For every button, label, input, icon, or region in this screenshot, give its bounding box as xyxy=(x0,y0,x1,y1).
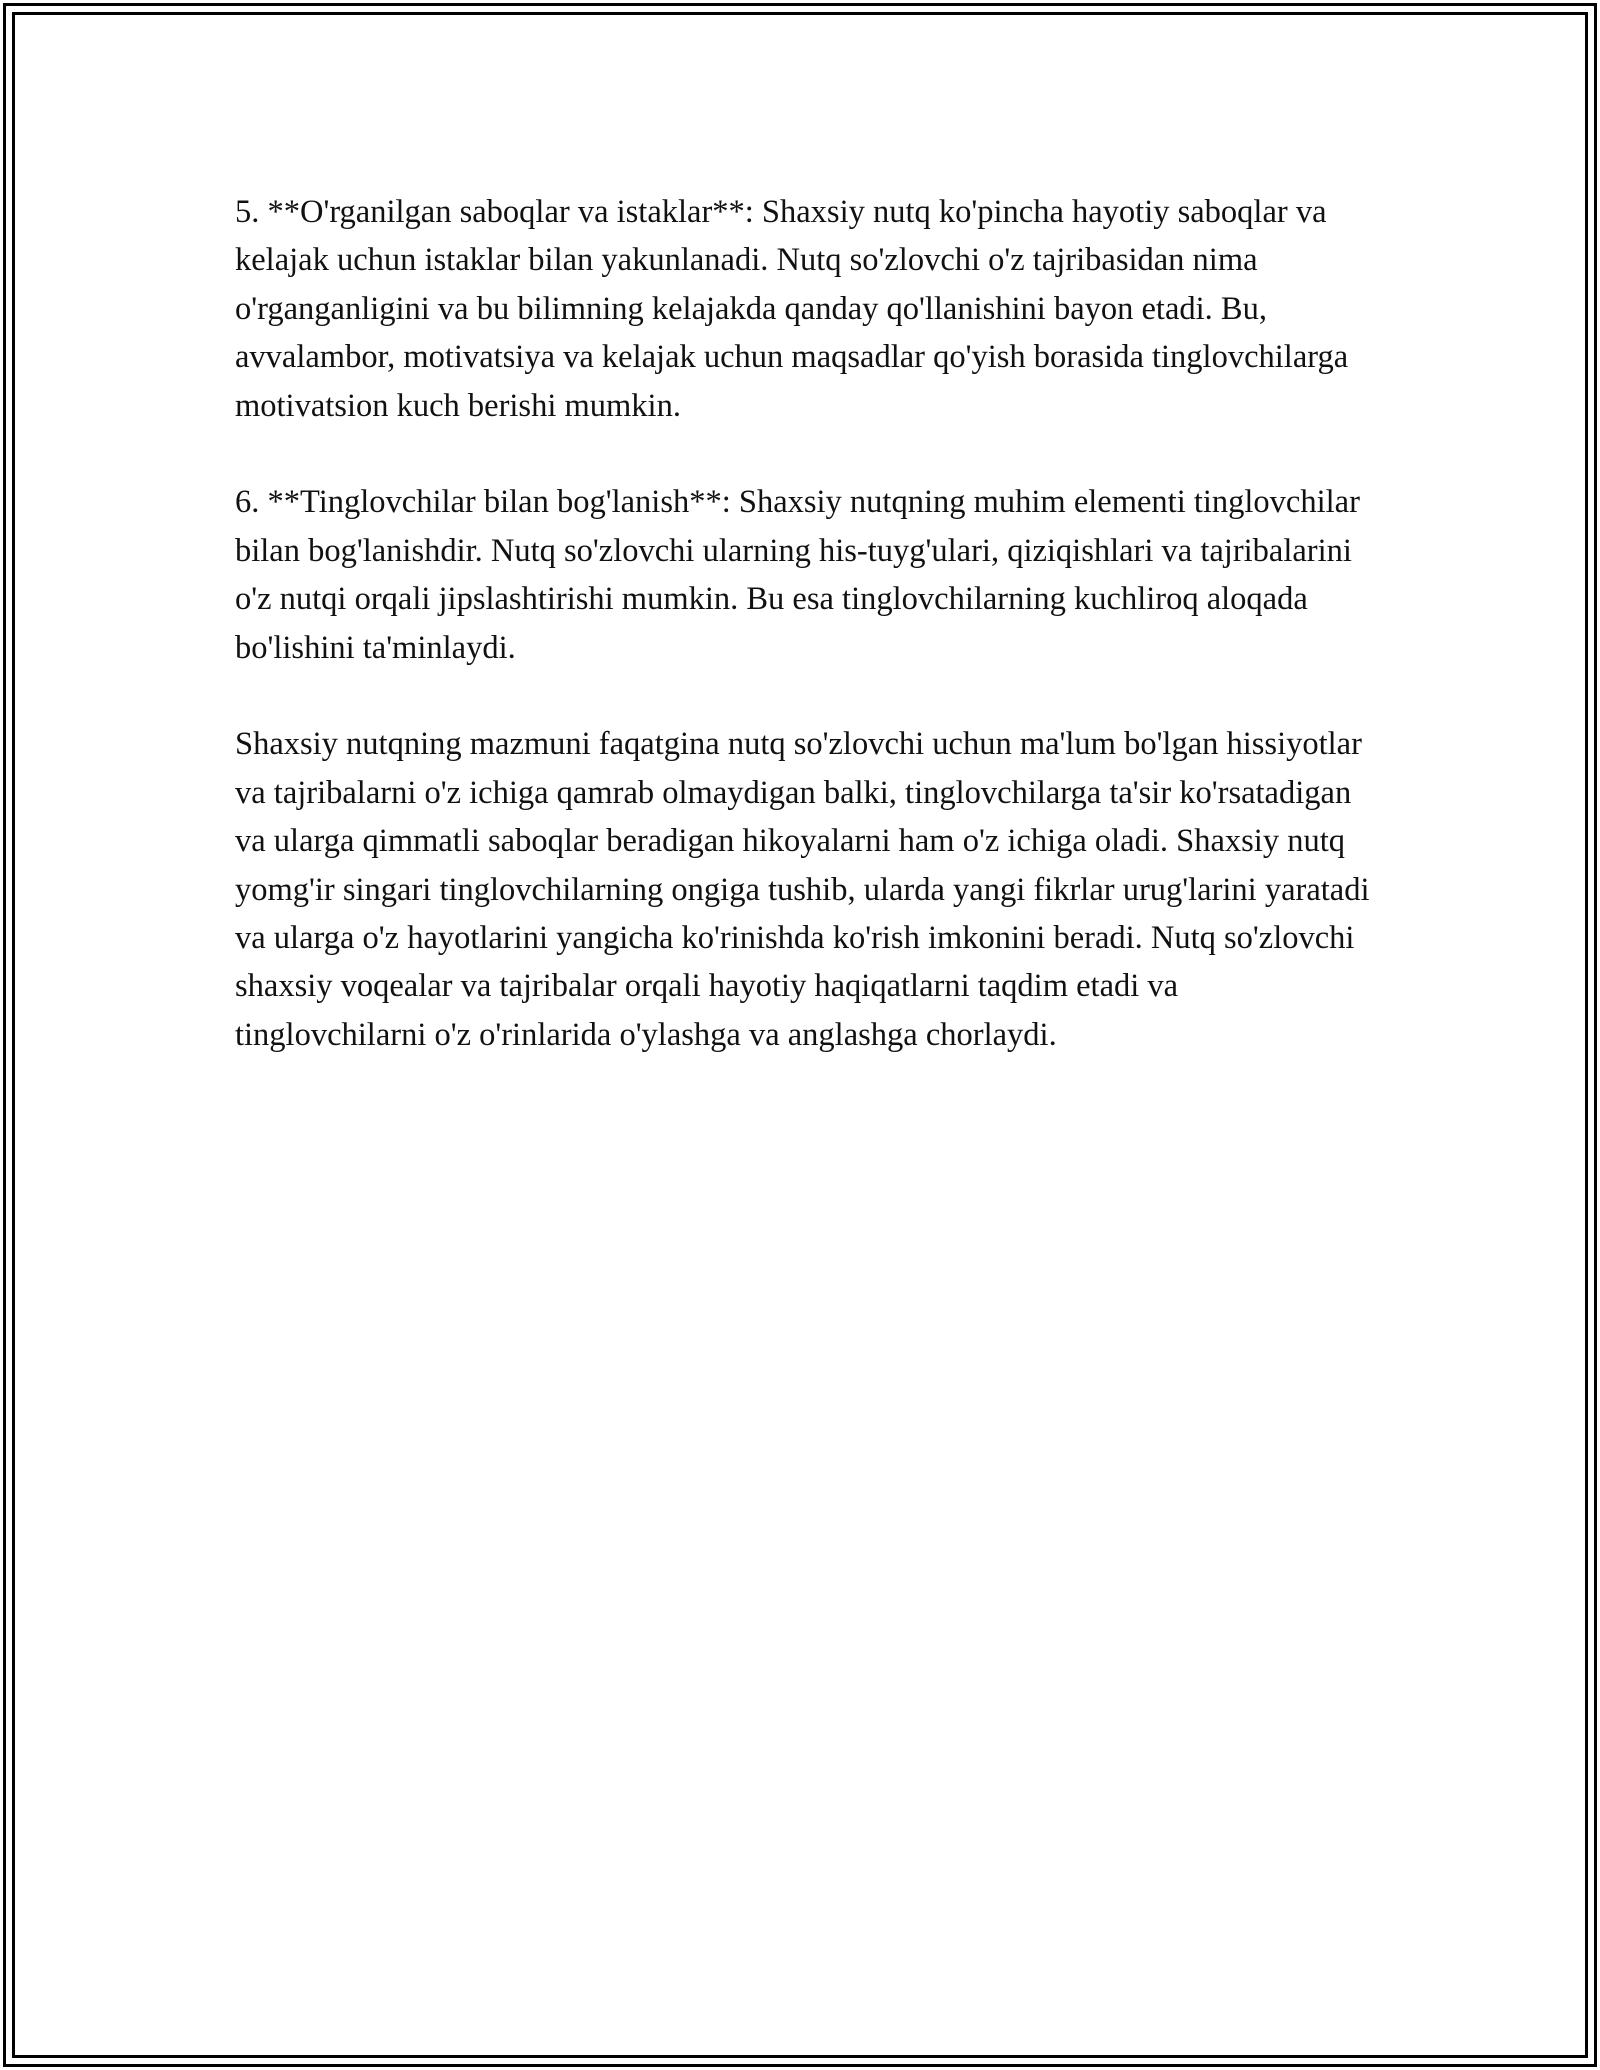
paragraph-conclusion: Shaxsiy nutqning mazmuni faqatgina nutq so'zlovchi uchun ma'lum bo'lgan hissiyotlar va tajribalarni o'z ichiga qamrab olmaydigan balki, tinglovchilarga ta'sir ko'rsatadigan va ularga qimmatli saboqlar beradigan hikoyalarni ham o'z ichiga oladi. Shaxsiy nutq yomg'ir singari tinglovchilarning ongiga tushib, ularda yangi fikrlar urug'larini yaratadi va ularga o'z hayotlarini yangicha ko'rinishda ko'rish imkonini beradi. Nutq so'zlovchi shaxsiy voqealar va tajribalar orqali hayotiy haqiqatlarni taqdim etadi va tinglovchilarni o'z o'rinlarida o'ylashga va anglashga chorlaydi. xyxy=(235,726,1370,1053)
paragraph-lessons-and-wishes: 5. **O'rganilgan saboqlar va istaklar**: Shaxsiy nutq ko'pincha hayotiy saboqlar va kelajak uchun istaklar bilan yakunlanadi. Nutq so'zlovchi o'z tajribasidan nima o'rganganligini va bu bilimning kelajakda qanday qo'llanishini bayon etadi. Bu, avvalambor, motivatsiya va kelajak uchun maqsadlar qo'yish borasida tinglovchilarga motivatsion kuch berishi mumkin. xyxy=(235,194,1349,424)
document-body xyxy=(235,188,1375,1108)
paragraph-audience-connection: 6. **Tinglovchilar bilan bog'lanish**: Shaxsiy nutqning muhim elementi tinglovchilar bilan bog'lanishdir. Nutq so'zlovchi ularning his-tuyg'ulari, qiziqishlari va tajribalarini o'z nutqi orqali jipslashtirishi mumkin. Bu esa tinglovchilarning kuchliroq aloqada bo'lishini ta'minlaydi. xyxy=(235,484,1360,666)
